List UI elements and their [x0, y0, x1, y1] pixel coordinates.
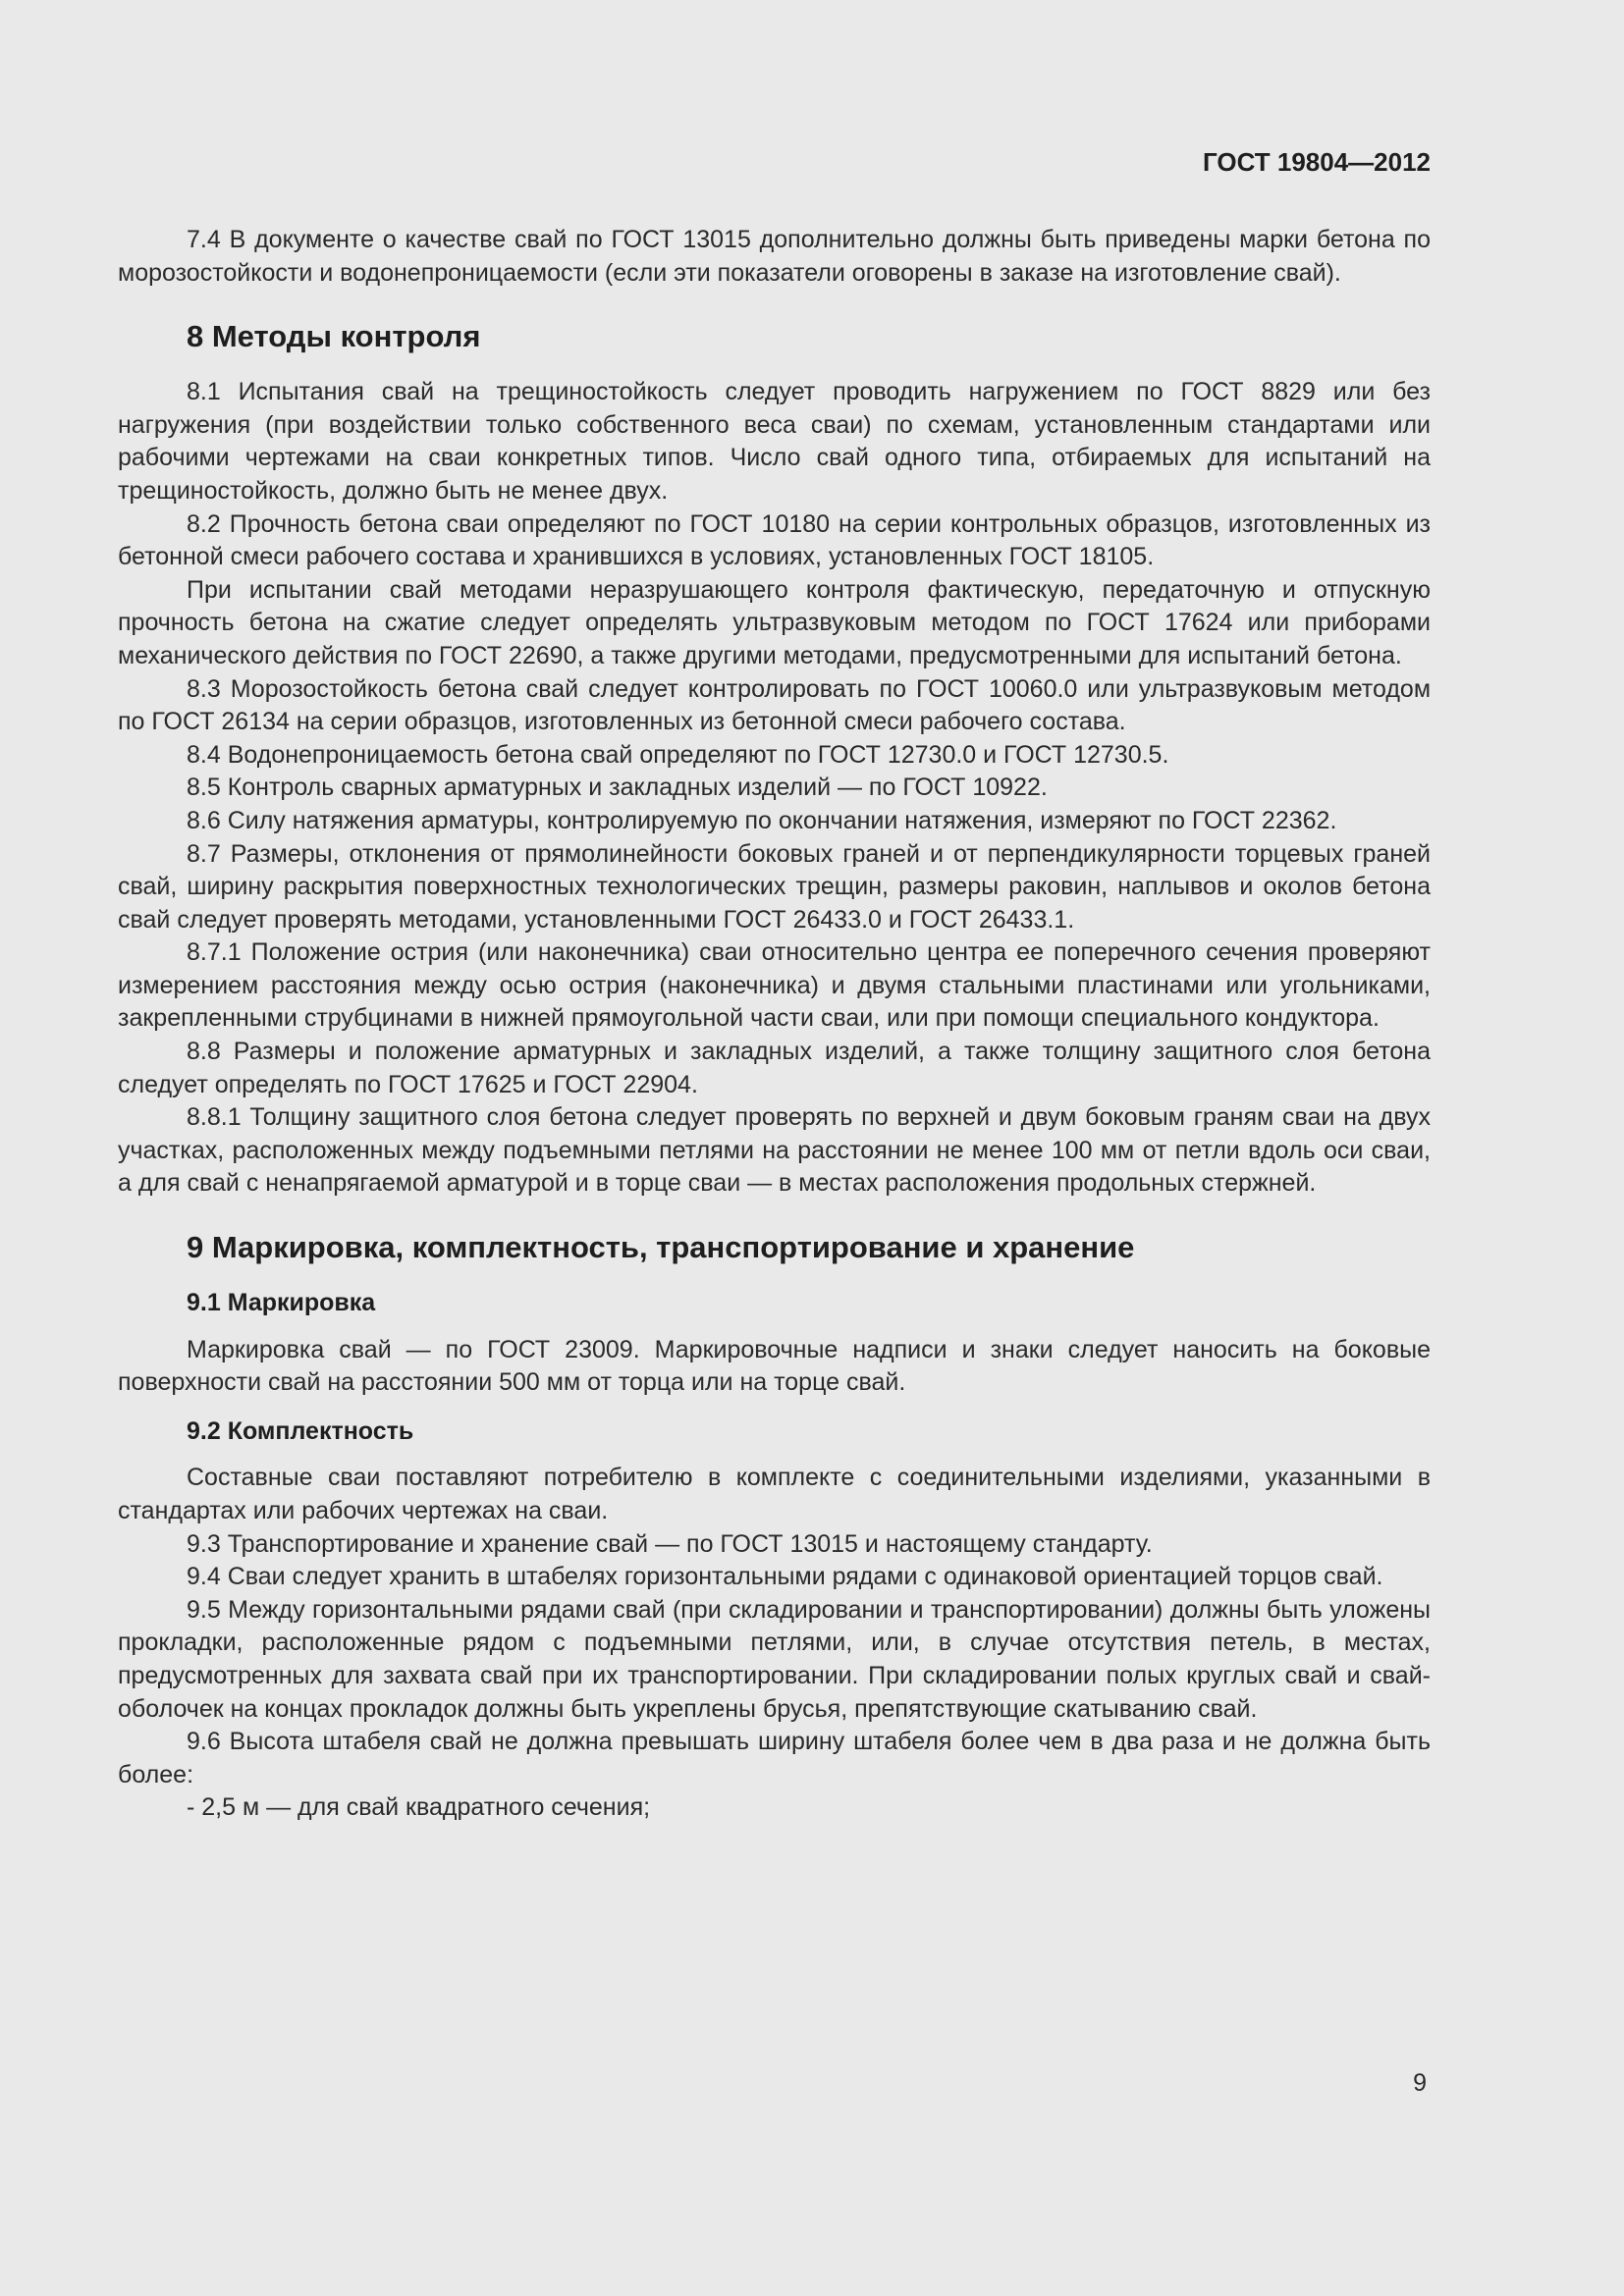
- document-body: [118, 224, 1431, 1825]
- paragraph-8-1: 8.1 Испытания свай на трещиностойкость следует проводить нагружением по ГОСТ 8829 или без нагружения (при воздействии только собственного веса сваи) по схемам, установленным стандартами или рабочими чертежами на сваи конкретных типов. Число свай одного типа, отбираемых для испытаний на трещиностойкость, должно быть не менее двух.: [118, 378, 1431, 505]
- paragraph-8-6: 8.6 Силу натяжения арматуры, контролируемую по окончании натяжения, измеряют по ГОСТ 22362.: [187, 806, 1337, 834]
- document-header: ГОСТ 19804—2012: [1203, 147, 1431, 177]
- paragraph-9-5: 9.5 Между горизонтальными рядами свай (при складировании и транспортировании) должны быть уложены прокладки, расположенные рядом с подъемными петлями, или, в случае отсутствия петель, в местах, предусмотренных для захвата свай при их транспортировании. При складировании полых круглых свай и свай-оболочек на концах прокладок должны быть укреплены брусья, препятствующие скатыванию свай.: [118, 1595, 1431, 1723]
- subsection-9-1-heading: 9.1 Маркировка: [187, 1289, 376, 1317]
- paragraph-8-8-1: 8.8.1 Толщину защитного слоя бетона следует проверять по верхней и двум боковым граням сваи на двух участках, расположенных между подъемными петлями на расстоянии не менее 100 мм от петли вдоль оси сваи, а для свай с ненапрягаемой арматурой и в торце сваи — в местах расположения продольных стержней.: [118, 1103, 1431, 1198]
- section-8-heading: 8 Методы контроля: [187, 319, 481, 354]
- paragraph-8-3: 8.3 Морозостойкость бетона свай следует контролировать по ГОСТ 10060.0 или ультразвуковым методом по ГОСТ 26134 на серии образцов, изготовленных из бетонной смеси рабочего состава.: [118, 674, 1431, 736]
- page-number: 9: [1413, 2069, 1427, 2097]
- paragraph-7-4: 7.4 В документе о качестве свай по ГОСТ 13015 дополнительно должны быть приведены марки бетона по морозостойкости и водонепроницаемости (если эти показатели оговорены в заказе на изготовление свай).: [118, 226, 1431, 287]
- paragraph-9-4: 9.4 Сваи следует хранить в штабелях горизонтальными рядами с одинаковой ориентацией торцов свай.: [187, 1563, 1383, 1591]
- subsection-9-2-heading: 9.2 Комплектность: [187, 1416, 414, 1445]
- paragraph-9-1: Маркировка свай — по ГОСТ 23009. Маркировочные надписи и знаки следует наносить на боковые поверхности свай на расстоянии 500 мм от торца или на торце свай.: [118, 1335, 1431, 1397]
- paragraph-8-2: 8.2 Прочность бетона сваи определяют по ГОСТ 10180 на серии контрольных образцов, изготовленных из бетонной смеси рабочего состава и хранившихся в условиях, установленных ГОСТ 18105.: [118, 509, 1431, 571]
- paragraph-9-2: Составные сваи поставляют потребителю в комплекте с соединительными изделиями, указанными в стандартах или рабочих чертежах на сваи.: [118, 1464, 1431, 1524]
- paragraph-8-4: 8.4 Водонепроницаемость бетона свай определяют по ГОСТ 12730.0 и ГОСТ 12730.5.: [187, 740, 1169, 769]
- paragraph-8-7: 8.7 Размеры, отклонения от прямолинейности боковых граней и от перпендикулярности торцевых граней свай, ширину раскрытия поверхностных технологических трещин, размеры раковин, наплывов и околов бетона свай следует проверять методами, установленными ГОСТ 26433.0 и ГОСТ 26433.1.: [118, 839, 1431, 934]
- paragraph-8-2-ndt: При испытании свай методами неразрушающего контроля фактическую, передаточную и отпускную прочность бетона на сжатие следует определять ультразвуковым методом по ГОСТ 17624 или приборами механического действия по ГОСТ 22690, а также другими методами, предусмотренными для испытаний бетона.: [118, 575, 1431, 669]
- paragraph-9-3: 9.3 Транспортирование и хранение свай — по ГОСТ 13015 и настоящему стандарту.: [187, 1529, 1153, 1558]
- section-9-heading: 9 Маркировка, комплектность, транспортирование и хранение: [187, 1230, 1135, 1265]
- paragraph-9-6: 9.6 Высота штабеля свай не должна превышать ширину штабеля более чем в два раза и не должна быть более:: [118, 1728, 1431, 1789]
- paragraph-8-7-1: 8.7.1 Положение острия (или наконечника) сваи относительно центра ее поперечного сечения проверяют измерением расстояния между осью острия (наконечника) и двумя стальными пластинами или угольниками, закрепленными струбцинами в нижней прямоугольной части сваи, или при помощи специального кондуктора.: [118, 938, 1431, 1033]
- paragraph-8-8: 8.8 Размеры и положение арматурных и закладных изделий, а также толщину защитного слоя бетона следует определять по ГОСТ 17625 и ГОСТ 22904.: [118, 1038, 1431, 1098]
- list-item-9-6-square: - 2,5 м — для свай квадратного сечения;: [187, 1793, 651, 1822]
- paragraph-8-5: 8.5 Контроль сварных арматурных и закладных изделий — по ГОСТ 10922.: [187, 774, 1048, 802]
